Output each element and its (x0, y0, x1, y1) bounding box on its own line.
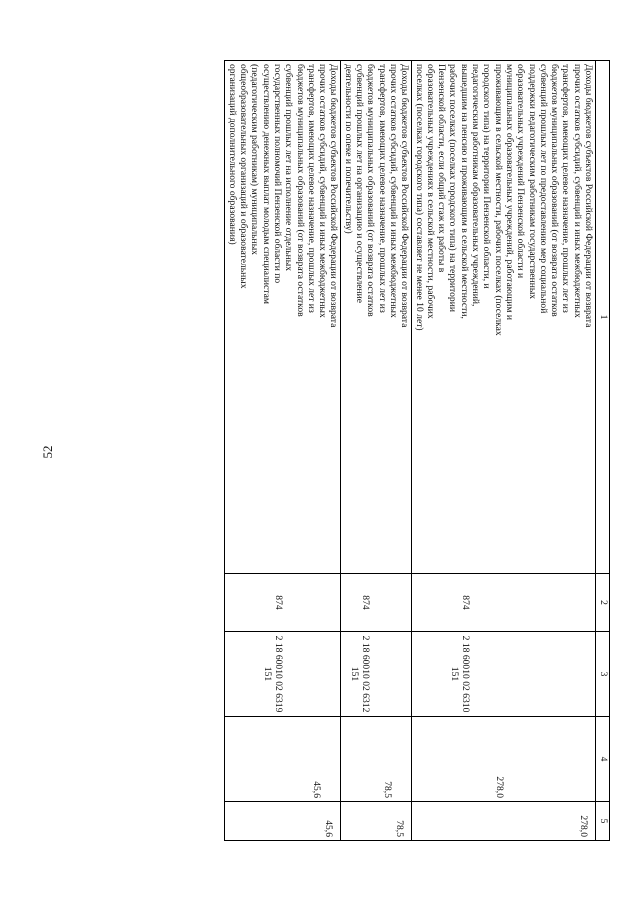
revenue-description: Доходы бюджетов субъектов Российской Федерации от возврата прочих остатков субсидий, субвенций и иных межбюджетных трансфертов, имеющих целевое назначение, прошлых лет из бюджетов муниципальных образований (от возврата остатков субвенций прошлых лет на организацию и осуществление деятельности по опеке и попечительству) (341, 61, 412, 574)
table-header-row (596, 61, 610, 841)
amount-col4: 45,6 (225, 717, 341, 802)
column-header: 4 (596, 717, 610, 802)
admin-code: 874 (225, 574, 341, 632)
column-header: 3 (596, 632, 610, 717)
amount-col4: 78,5 (341, 717, 412, 802)
amount-col4: 278,0 (412, 717, 596, 802)
admin-code: 874 (412, 574, 596, 632)
admin-code: 874 (341, 574, 412, 632)
budget-classification-code: 2 18 60010 02 6312 151 (341, 632, 412, 717)
amount-col5: 78,5 (341, 802, 412, 841)
revenue-description: Доходы бюджетов субъектов Российской Федерации от возврата прочих остатков субсидий, субвенций и иных межбюджетных трансфертов, имеющих целевое назначение, прошлых лет из бюджетов муниципальных образований (от возврата остатков субвенций прошлых лет по предоставлению мер социальной поддержки педагогическим работникам государственных образовательных учреждений Пензенской области и муниципальных образовательных учреждений, работающим и проживающим в сельской местности, рабочих поселках (поселках городского типа) на территории Пензенской области, и педагогическим работникам образовательных учреждений, вышедшим на пенсию и проживающим в сельской местности, рабочих поселках (поселках городского типа) на территории Пензенской области, если общий стаж их работы в образовательных учреждениях в сельской местности, рабочих поселках (поселках городского типа) составляет не менее 10 лет) (412, 61, 596, 574)
page-number: 52 (40, 445, 55, 459)
budget-revenue-table (225, 60, 611, 841)
column-header: 2 (596, 574, 610, 632)
table-row (341, 61, 412, 841)
budget-classification-code: 2 18 60010 02 6319 151 (225, 632, 341, 717)
amount-col5: 278,0 (412, 802, 596, 841)
table-row (225, 61, 341, 841)
column-header: 5 (596, 802, 610, 841)
column-header: 1 (596, 61, 610, 574)
rotated-page-content (80, 60, 610, 840)
amount-col5: 45,6 (225, 802, 341, 841)
revenue-description: Доходы бюджетов субъектов Российской Федерации от возврата прочих остатков субсидий, субвенций и иных межбюджетных трансфертов, имеющих целевое назначение, прошлых лет из бюджетов муниципальных образований (от возврата остатков субвенций прошлых лет на исполнение отдельных государственных полномочий Пензенской области по осуществлению денежных выплат молодым специалистам (педагогическим работникам) муниципальных общеобразовательных организаций и образовательных организаций дополнительного образования) (225, 61, 341, 574)
table-row (412, 61, 596, 841)
budget-classification-code: 2 18 60010 02 6310 151 (412, 632, 596, 717)
